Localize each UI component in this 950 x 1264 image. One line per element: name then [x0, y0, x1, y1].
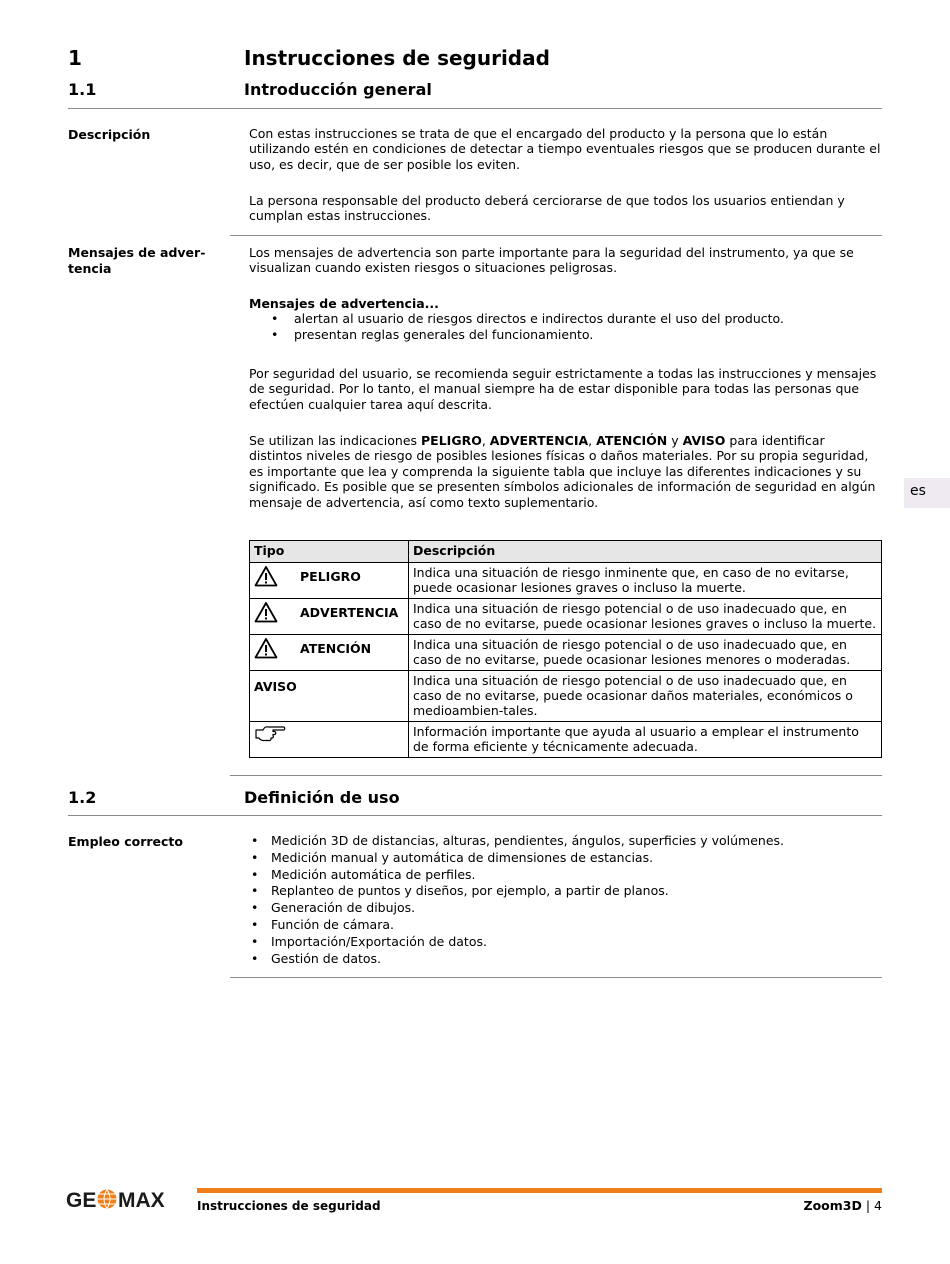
empleo-label: Empleo correcto [68, 834, 183, 849]
table-header-tipo: Tipo [250, 541, 409, 563]
warning-triangle-icon [254, 637, 278, 659]
table-cell-desc: Información importante que ayuda al usuario a emplear el instrumento de forma eficiente y técnicamente adecuada. [409, 722, 882, 758]
footer-product: Zoom3D [803, 1198, 862, 1213]
p3-advertencia: ADVERTENCIA [489, 433, 589, 448]
list-item: • alertan al usuario de riesgos directos e indirectos durante el uso del producto. [249, 311, 881, 326]
p3-y: y [667, 433, 683, 448]
section-title: Introducción general [244, 80, 432, 99]
section-divider [68, 108, 882, 109]
table-row [250, 671, 882, 722]
table-row [250, 599, 882, 635]
block-divider [230, 977, 882, 978]
language-tab: es [904, 478, 950, 508]
empleo-list [249, 833, 881, 967]
table-row [250, 722, 882, 758]
mensajes-label: Mensajes de adver-tencia [68, 245, 206, 276]
list-item: • Generación de dibujos. [249, 900, 881, 917]
geomax-logo [66, 1186, 186, 1212]
tipo-label: ADVERTENCIA [300, 605, 399, 620]
table-row [250, 635, 882, 671]
table-header-descripcion: Descripción [409, 541, 882, 563]
table-cell-desc: Indica una situación de riesgo potencial o de uso inadecuado que, en caso de no evitarse, puede ocasionar lesiones menores o moderadas. [409, 635, 882, 671]
warning-triangle-icon [254, 601, 278, 623]
signal-words-table [249, 540, 882, 758]
p3-sep: , [481, 433, 490, 448]
table-header-row [250, 541, 882, 563]
p3-atencion: ATENCIÓN [596, 433, 668, 448]
descripcion-paragraph-2: La persona responsable del producto deberá cerciorarse de que todos los usuarios entiendan y cumplan estas instrucciones. [249, 193, 845, 224]
tipo-label: PELIGRO [300, 569, 361, 584]
warning-triangle-icon [254, 565, 278, 587]
footer-page-number: 4 [874, 1198, 882, 1213]
table-cell-desc: Indica una situación de riesgo potencial o de uso inadecuado que, en caso de no evitarse, puede ocasionar daños materiales, económicos o medioambien-tales. [409, 671, 882, 722]
mensajes-list-block [249, 296, 881, 342]
list-item: • Función de cámara. [249, 917, 881, 934]
table-cell-desc: Indica una situación de riesgo potencial o de uso inadecuado que, en caso de no evitarse, puede ocasionar lesiones graves o incluso la muerte. [409, 599, 882, 635]
mensajes-list-title: Mensajes de advertencia... [249, 296, 439, 311]
footer-accent-bar [197, 1188, 882, 1193]
chapter-title: Instrucciones de seguridad [244, 46, 550, 70]
footer-section: Instrucciones de seguridad [197, 1199, 381, 1213]
section-title: Definición de uso [244, 788, 400, 807]
table-cell-tipo [250, 671, 409, 722]
tipo-label: AVISO [254, 679, 297, 694]
table-cell-tipo [250, 563, 409, 599]
svg-text:MAX: MAX [118, 1189, 165, 1212]
table-row [250, 563, 882, 599]
footer-page-info [804, 1198, 882, 1213]
chapter-number: 1 [68, 46, 82, 70]
descripcion-label: Descripción [68, 127, 151, 142]
p3-sep: , [588, 433, 597, 448]
empleo-list-block [249, 833, 881, 967]
table-cell-tipo [250, 599, 409, 635]
p3-text: Se utilizan las indicaciones [249, 433, 422, 448]
descripcion-paragraph-1: Con estas instrucciones se trata de que el encargado del producto y la persona que lo están utilizando estén en condiciones de detectar a tiempo eventuales riesgos que se producen durante el uso, es decir, que de ser posible los eviten. [249, 126, 881, 172]
list-item: • Medición 3D de distancias, alturas, pendientes, ángulos, superficies y volúmenes. [249, 833, 881, 850]
p3-text: para identificar distintos niveles de riesgo de posibles lesiones físicas o daños materiales. Por su propia seguridad, es importante que lea y comprenda la siguiente tabla que incluye las diferentes indicaciones y su significado. Es posible que se presenten símbolos adicionales de información de seguridad en algún mensaje de advertencia, así como texto suplementario. [249, 433, 876, 510]
mensajes-paragraph-3 [249, 433, 881, 510]
pointing-hand-icon [254, 724, 286, 742]
footer-separator: | [861, 1198, 875, 1213]
mensajes-paragraph-1: Los mensajes de advertencia son parte importante para la seguridad del instrumento, ya que se visualizan cuando existen riesgos o situaciones peligrosas. [249, 245, 854, 276]
mensajes-paragraph-2: Por seguridad del usuario, se recomienda seguir estrictamente a todas las instrucciones y mensajes de seguridad. Por lo tanto, el manual siempre ha de estar disponible para todas las personas que efectúen cualquier tarea aquí descrita. [249, 366, 877, 412]
mensajes-list [249, 311, 881, 342]
section-number: 1.1 [68, 80, 97, 99]
p3-peligro: PELIGRO [421, 433, 482, 448]
list-item: • Medición manual y automática de dimensiones de estancias. [249, 850, 881, 867]
section-number: 1.2 [68, 788, 97, 807]
table-cell-tipo [250, 635, 409, 671]
list-item: • presentan reglas generales del funcionamiento. [249, 327, 881, 342]
p3-aviso: AVISO [682, 433, 726, 448]
list-item: • Importación/Exportación de datos. [249, 934, 881, 951]
table-cell-tipo [250, 722, 409, 758]
table-cell-desc: Indica una situación de riesgo inminente que, en caso de no evitarse, puede ocasionar lesiones graves o incluso la muerte. [409, 563, 882, 599]
section-divider [68, 815, 882, 816]
tipo-label: ATENCIÓN [300, 641, 372, 656]
svg-text:GE: GE [66, 1189, 97, 1212]
list-item: • Replanteo de puntos y diseños, por ejemplo, a partir de planos. [249, 883, 881, 900]
block-divider [230, 235, 882, 236]
list-item: • Gestión de datos. [249, 951, 881, 968]
list-item: • Medición automática de perfiles. [249, 867, 881, 884]
block-divider [230, 775, 882, 776]
